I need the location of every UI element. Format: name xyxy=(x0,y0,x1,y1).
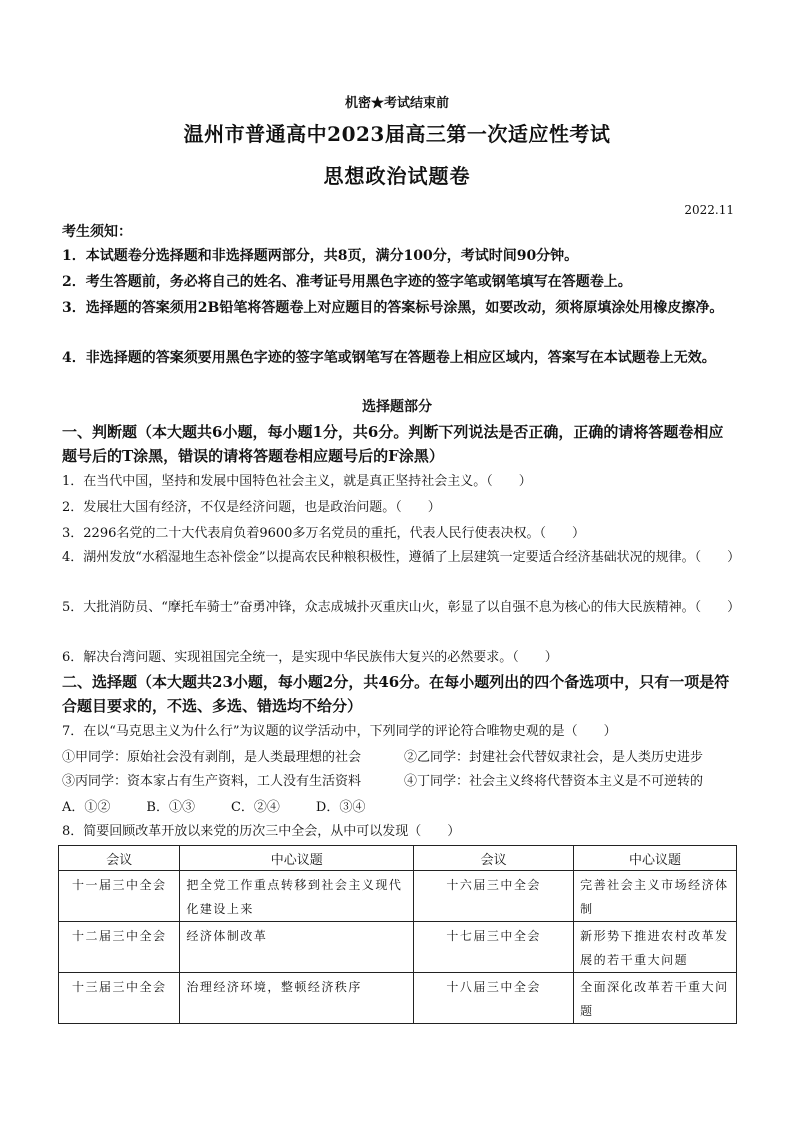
plenary-sessions-table xyxy=(58,845,737,1024)
table-cell: 十七届三中全会 xyxy=(414,922,574,973)
answer-choice-c: C．②④ xyxy=(230,800,280,815)
notice-item: 3．选择题的答案须用2B铅笔将答题卷上对应题目的答案标号涂黑，如要改动，须将原填涂处用橡皮擦净。 xyxy=(62,300,724,316)
question-7-answers xyxy=(62,796,738,820)
judgement-question: 5．大批消防员、“摩托车骑士”奋勇冲锋，众志成城扑灭重庆山火，彰显了以自强不息为核心的伟大民族精神。（ ） xyxy=(62,600,741,615)
table-header-cell: 会议 xyxy=(414,846,574,871)
question-7-stem: 7．在以“马克思主义为什么行”为议题的议学活动中，下列同学的评论符合唯物史观的是（ ） xyxy=(62,724,617,739)
judgement-question: 6．解决台湾问题、实现祖国完全统一，是实现中华民族伟大复兴的必然要求。（ ） xyxy=(62,650,558,665)
judgement-question: 3．2296名党的二十大代表肩负着9600多万名党员的重托，代表人民行使表决权。（ ） xyxy=(62,526,585,541)
table-row xyxy=(59,922,737,973)
statement-option: ②乙同学：封建社会代替奴隶社会，是人类历史进步 xyxy=(404,750,704,765)
notice-item: 4．非选择题的答案须要用黑色字迹的签字笔或钢笔写在答题卷上相应区域内，答案写在本试题卷上无效。 xyxy=(62,350,716,366)
section1-heading: 一、判断题（本大题共6小题，每小题1分，共6分。判断下列说法是否正确，正确的请将答题卷相应题号后的T涂黑，错误的请将答题卷相应题号后的F涂黑） xyxy=(62,423,724,465)
question-7-options-row xyxy=(62,770,738,794)
answer-choice-b: B．①③ xyxy=(146,800,195,815)
question-7-options-row xyxy=(62,746,738,770)
table-cell: 十六届三中全会 xyxy=(414,871,574,922)
notice-heading: 考生须知： xyxy=(62,224,132,240)
table-cell: 新形势下推进农村改革发展的若干重大问题 xyxy=(574,922,737,973)
judgement-question: 2．发展壮大国有经济，不仅是经济问题，也是政治问题。（ ） xyxy=(62,500,441,515)
table-row xyxy=(59,871,737,922)
statement-option: ③丙同学：资本家占有生产资料，工人没有生活资料 xyxy=(62,774,362,789)
exam-subtitle: 思想政治试题卷 xyxy=(323,164,471,188)
table-cell: 十一届三中全会 xyxy=(59,871,180,922)
table-cell: 经济体制改革 xyxy=(180,922,414,973)
part-title: 选择题部分 xyxy=(362,399,432,415)
answer-choice-a: A．①② xyxy=(62,800,111,815)
answer-choice-d: D．③④ xyxy=(315,800,366,815)
judgement-question: 1．在当代中国，坚持和发展中国特色社会主义，就是真正坚持社会主义。（ ） xyxy=(62,474,532,489)
statement-option: ④丁同学：社会主义终将代替资本主义是不可逆转的 xyxy=(404,774,704,789)
exam-date: 2022.11 xyxy=(684,203,734,217)
table-cell: 十二届三中全会 xyxy=(59,922,180,973)
table-cell: 十八届三中全会 xyxy=(414,973,574,1024)
table-cell: 全面深化改革若干重大问题 xyxy=(574,973,737,1024)
confidential-label: 机密★考试结束前 xyxy=(344,96,449,111)
statement-option: ①甲同学：原始社会没有剥削，是人类最理想的社会 xyxy=(62,750,362,765)
exam-title: 温州市普通高中2023届高三第一次适应性考试 xyxy=(183,122,611,146)
table-cell: 治理经济环境，整顿经济秩序 xyxy=(180,973,414,1024)
table-header-cell: 中心议题 xyxy=(180,846,414,871)
notice-item: 2．考生答题前，务必将自己的姓名、准考证号用黑色字迹的签字笔或钢笔填写在答题卷上。 xyxy=(62,274,632,290)
table-header-row xyxy=(59,846,737,871)
table-cell: 完善社会主义市场经济体制 xyxy=(574,871,737,922)
section2-heading: 二、选择题（本大题共23小题，每小题2分，共46分。在每小题列出的四个备选项中，只有一项是符合题目要求的，不选、多选、错选均不给分） xyxy=(62,673,730,715)
table-row xyxy=(59,973,737,1024)
notice-item: 1．本试题卷分选择题和非选择题两部分，共8页，满分100分，考试时间90分钟。 xyxy=(62,248,579,264)
question-8-stem: 8．简要回顾改革开放以来党的历次三中全会，从中可以发现（ ） xyxy=(62,824,461,839)
table-header-cell: 中心议题 xyxy=(574,846,737,871)
table-cell: 把全党工作重点转移到社会主义现代化建设上来 xyxy=(180,871,414,922)
table-cell: 十三届三中全会 xyxy=(59,973,180,1024)
table-header-cell: 会议 xyxy=(59,846,180,871)
judgement-question: 4．湖州发放“水稻湿地生态补偿金”以提高农民种粮积极性，遵循了上层建筑一定要适合经济基础状况的规律。（ ） xyxy=(62,550,741,565)
